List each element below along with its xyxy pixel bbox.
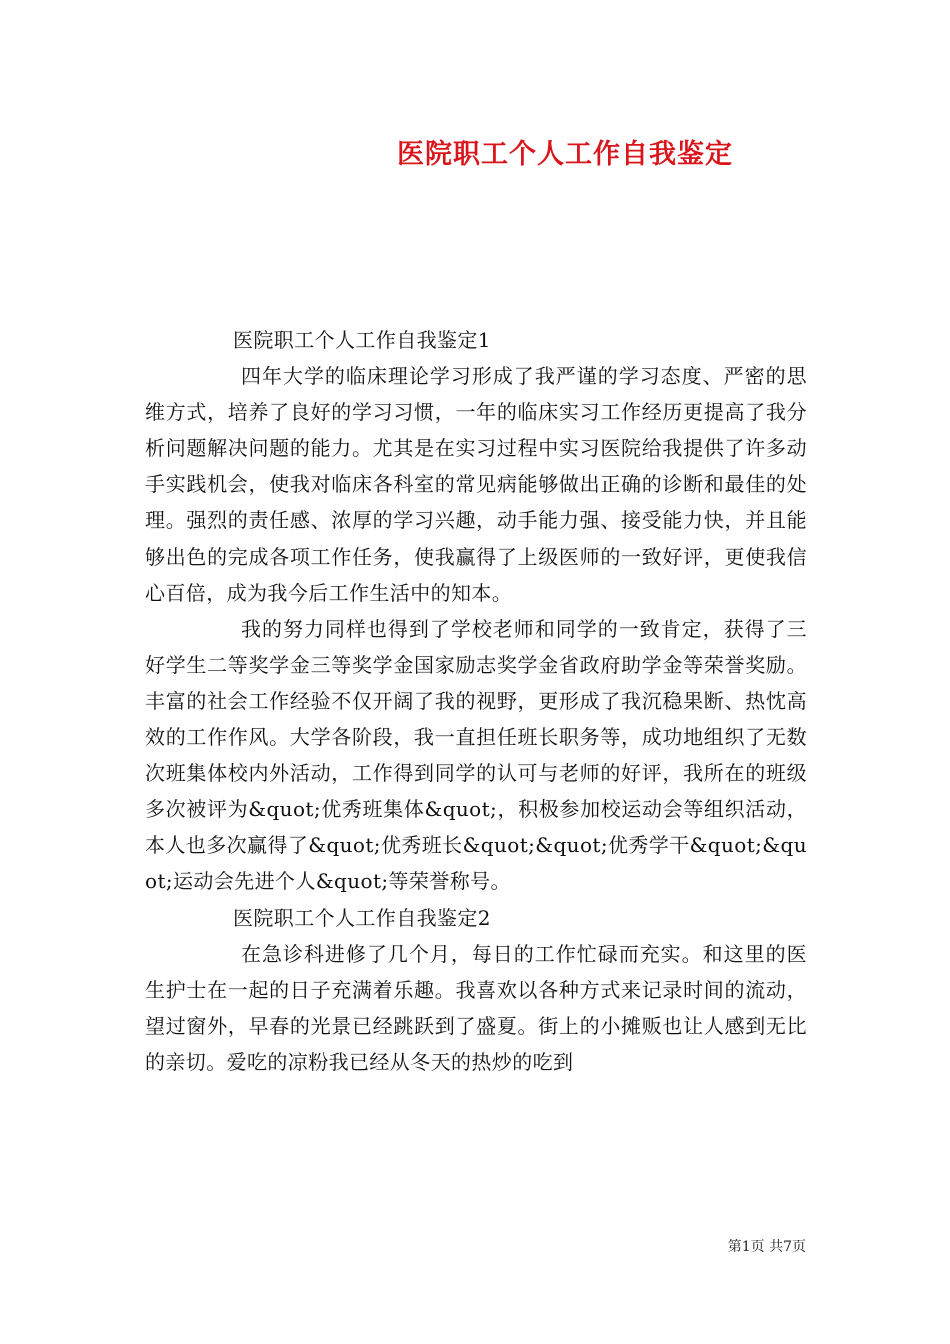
section-heading-1: 医院职工个人工作自我鉴定1 <box>233 328 491 352</box>
section-2-paragraph-1: 在急诊科进修了几个月，每日的工作忙碌而充实。和这里的医生护士在一起的日子充满着乐趣。我喜欢以各种方式来记录时间的流动，望过窗外，早春的光景已经跳跃到了盛夏。街上的小摊贩也让人感到无比的亲切。爱吃的凉粉我已经从冬天的热炒的吃到 <box>145 941 807 1074</box>
document-title: 医院职工个人工作自我鉴定 <box>397 139 733 170</box>
section-heading-2: 医院职工个人工作自我鉴定2 <box>233 905 491 930</box>
document-body <box>145 322 807 1080</box>
section-1-paragraph-2: 我的努力同样也得到了学校老师和同学的一致肯定，获得了三好学生二等奖学金三等奖学金国家励志奖学金省政府助学金等荣誉奖励。丰富的社会工作经验不仅开阔了我的视野，更形成了我沉稳果断、热忱高效的工作作风。大学各阶段，我一直担任班长职务等，成功地组织了无数次班集体校内外活动，工作得到同学的认可与老师的好评，我所在的班级多次被评为&quot;优秀班集体&quot;，积极参加校运动会等组织活动，本人也多次赢得了&quot;优秀班长&quot;&quot;优秀学干&quot;&quot;运动会先进个人&quot;等荣誉称号。 <box>145 616 807 894</box>
page-indicator: 第1页 共7页 <box>727 1239 806 1255</box>
section-1-paragraph-1: 四年大学的临床理论学习形成了我严谨的学习态度、严密的思维方式，培养了良好的学习习惯，一年的临床实习工作经历更提高了我分析问题解决问题的能力。尤其是在实习过程中实习医院给我提供了许多动手实践机会，使我对临床各科室的常见病能够做出正确的诊断和最佳的处理。强烈的责任感、浓厚的学习兴趣，动手能力强、接受能力快，并且能够出色的完成各项工作任务，使我赢得了上级医师的一致好评，更使我信心百倍，成为我今后工作生活中的知本。 <box>145 364 807 605</box>
